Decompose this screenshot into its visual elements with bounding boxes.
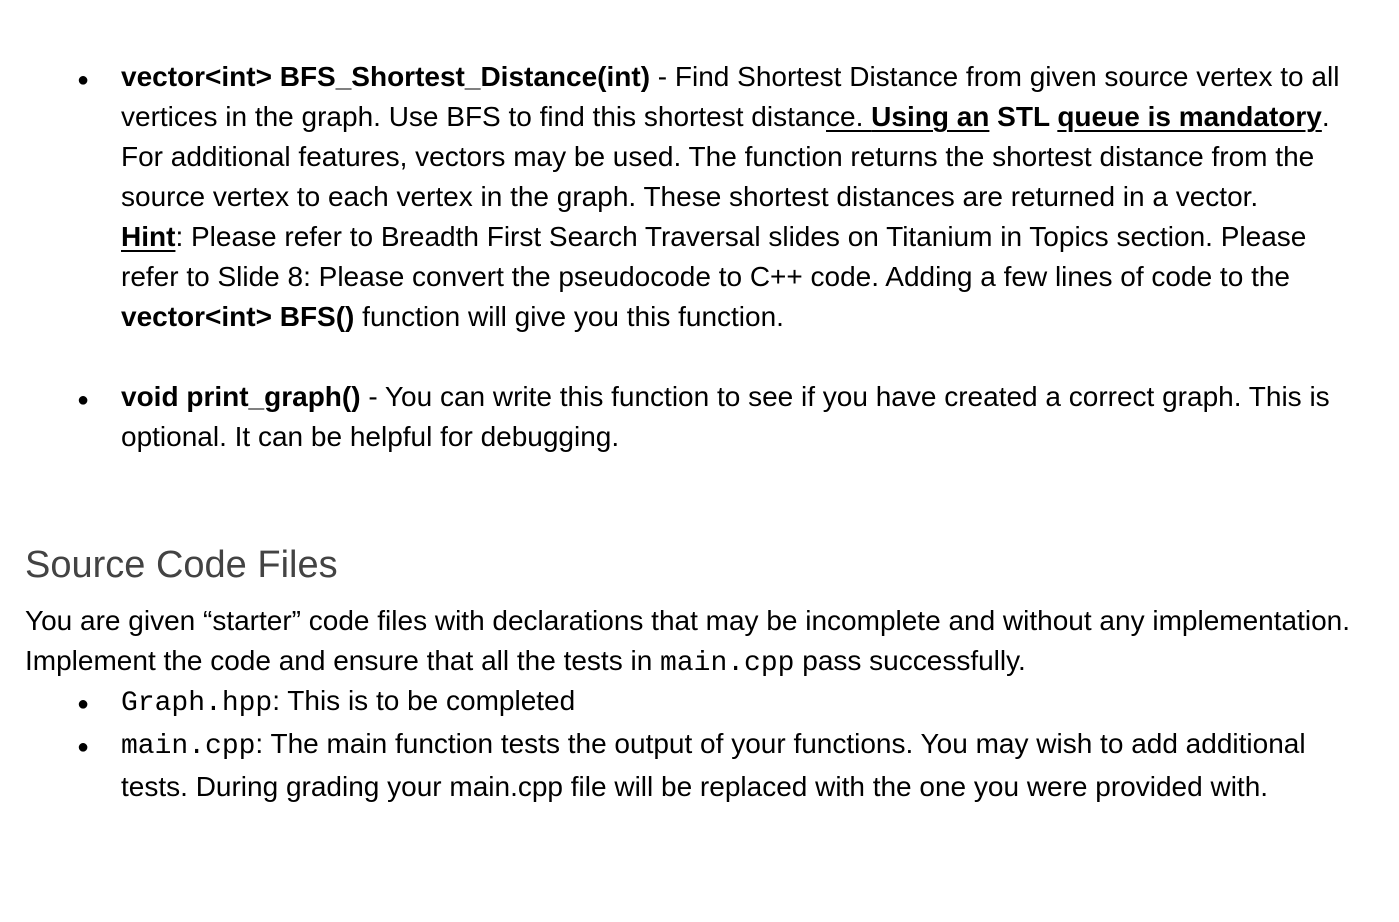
hint-paragraph (121, 217, 1359, 337)
bullet-icon (76, 724, 90, 767)
file-name: Graph.hpp (121, 688, 273, 719)
file-list (0, 681, 1399, 807)
description-text: - Find Shortest Distance from given source vertex to all vertices in the graph. Use BFS to find this shortest distan (121, 61, 1340, 132)
bfs-description (121, 57, 1359, 217)
file-description: : This is to be completed (272, 685, 576, 716)
function-signature: void print_graph() (121, 381, 361, 412)
emphasis-text: STL (989, 101, 1058, 132)
emphasis-text: Using an (871, 101, 990, 132)
intro-text: You are given “starter” code files with declarations that may be incomplete and without any implementation. Implement the code and ensure that all the tests in (25, 605, 1351, 676)
bullet-icon (76, 57, 90, 100)
emphasis-text: queue is mandatory (1057, 101, 1322, 132)
list-item-file (0, 724, 1399, 807)
code-filename: main.cpp (660, 648, 795, 679)
hint-label: Hint (121, 221, 176, 252)
bullet-icon (76, 681, 90, 724)
intro-paragraph (25, 601, 1365, 684)
list-item-print-graph (0, 377, 1399, 457)
function-list (0, 57, 1399, 457)
underlined-text: ce. (826, 101, 872, 132)
function-reference: vector<int> BFS() (121, 301, 355, 332)
list-item-bfs-shortest-distance (0, 57, 1399, 337)
function-signature: vector<int> BFS_Shortest_Distance(int) (121, 61, 651, 92)
section-heading: Source Code Files (25, 544, 338, 586)
description-text: - You can write this function to see if you have created a correct graph. This is optional. It can be helpful for debugging. (121, 381, 1330, 452)
intro-text: pass successfully. (794, 645, 1026, 676)
file-name: main.cpp (121, 731, 256, 762)
hint-text: : Please refer to Breadth First Search Traversal slides on Titanium in Topics section. Please refer to Slide 8: Please convert the pseudocode to C++ code. Adding a few lines of code to the (121, 221, 1307, 292)
bullet-icon (76, 377, 90, 420)
description-text: . For additional features, vectors may be used. The function returns the shortest distance from the source vertex to each vertex in the graph. These shortest distances are returned in a vector. (121, 101, 1330, 212)
file-description: : The main function tests the output of your functions. You may wish to add additional tests. During grading your main.cpp file will be replaced with the one you were provided with. (121, 728, 1306, 802)
hint-text: function will give you this function. (354, 301, 784, 332)
list-item-file (0, 681, 1399, 724)
